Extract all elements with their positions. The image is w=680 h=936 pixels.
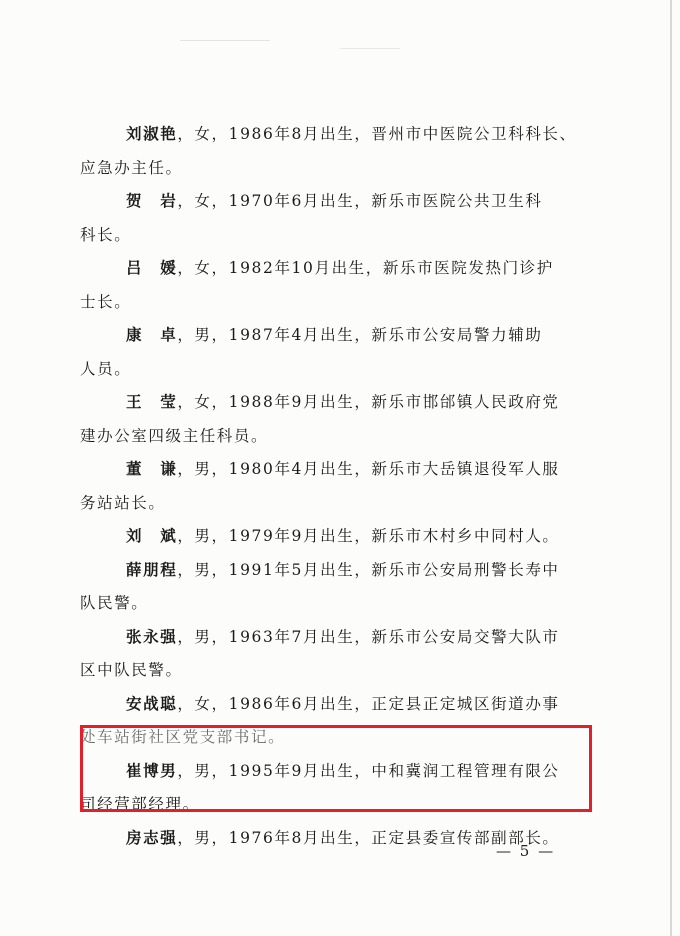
person-entry	[80, 554, 600, 621]
entry-first-line	[80, 386, 600, 420]
scan-edge	[670, 0, 672, 936]
entry-continuation-line: 科长。	[80, 225, 132, 244]
person-description: ，男，1976年8月出生，正定县委宣传部副部长。	[177, 828, 560, 847]
entry-continuation-line: 处车站街社区党支部书记。	[80, 728, 286, 746]
person-description: ，女，1982年10月出生，新乐市医院发热门诊护	[177, 259, 554, 277]
person-name: 崔博男	[126, 761, 178, 780]
person-name: 刘淑艳	[126, 125, 178, 143]
person-name: 刘 斌	[126, 527, 178, 545]
person-description: ，男，1963年7月出生，新乐市公安局交警大队市	[177, 627, 560, 646]
entry-first-line	[80, 453, 600, 487]
highlight-box	[80, 725, 592, 812]
person-name: 康 卓	[126, 326, 178, 344]
person-name: 王 莹	[126, 393, 178, 411]
entry-first-line	[80, 688, 600, 722]
person-description: ，男，1991年5月出生，新乐市公安局刑警长寿中	[177, 560, 560, 579]
person-description: ，女，1970年6月出生，新乐市医院公共卫生科	[177, 192, 543, 210]
person-name: 安战聪	[126, 694, 178, 713]
scan-artifact	[180, 40, 270, 41]
person-name: 董 谦	[126, 460, 178, 478]
entry-first-line	[80, 185, 600, 219]
entry-first-line	[80, 554, 600, 588]
person-entry	[80, 621, 600, 688]
entry-first-line	[80, 621, 600, 655]
person-name: 吕 媛	[126, 259, 178, 277]
person-description: ，男，1995年9月出生，中和冀润工程管理有限公	[177, 761, 560, 780]
person-name: 薛朋程	[126, 560, 178, 579]
person-entry	[80, 118, 600, 185]
person-description: ，男，1980年4月出生，新乐市大岳镇退役军人服	[177, 460, 560, 478]
entry-continuation-line: 队民警。	[80, 594, 149, 612]
entry-continuation-line: 应急办主任。	[80, 158, 183, 177]
person-entry	[80, 185, 600, 252]
person-name: 贺 岩	[126, 192, 178, 210]
entry-first-line	[80, 319, 600, 353]
person-entry	[80, 252, 600, 319]
person-entry	[80, 319, 600, 386]
entry-continuation-line: 务站站长。	[80, 493, 166, 512]
person-description: ，女，1986年6月出生，正定县正定城区街道办事	[177, 694, 560, 713]
entry-continuation-line: 区中队民警。	[80, 661, 183, 679]
scan-artifact	[340, 48, 400, 49]
entry-continuation-line: 人员。	[80, 359, 132, 378]
person-entry	[80, 453, 600, 520]
entry-first-line	[80, 118, 600, 152]
entry-continuation-line: 建办公室四级主任科员。	[80, 426, 269, 445]
person-description: ，女，1986年8月出生，晋州市中医院公卫科科长、	[177, 125, 577, 143]
person-name: 房志强	[126, 828, 178, 847]
person-entry	[80, 520, 600, 554]
person-description: ，男，1979年9月出生，新乐市木村乡中同村人。	[177, 527, 560, 545]
person-description: ，男，1987年4月出生，新乐市公安局警力辅助	[177, 326, 543, 344]
entry-continuation-line: 士长。	[80, 292, 132, 311]
entry-continuation-line: 司经营部经理。	[80, 795, 200, 813]
person-description: ，女，1988年9月出生，新乐市邯邰镇人民政府党	[177, 393, 560, 411]
entry-first-line	[80, 252, 600, 286]
page-number: — 5 —	[496, 842, 556, 860]
entry-first-line	[80, 520, 600, 554]
person-entry	[80, 386, 600, 453]
person-name: 张永强	[126, 627, 178, 646]
